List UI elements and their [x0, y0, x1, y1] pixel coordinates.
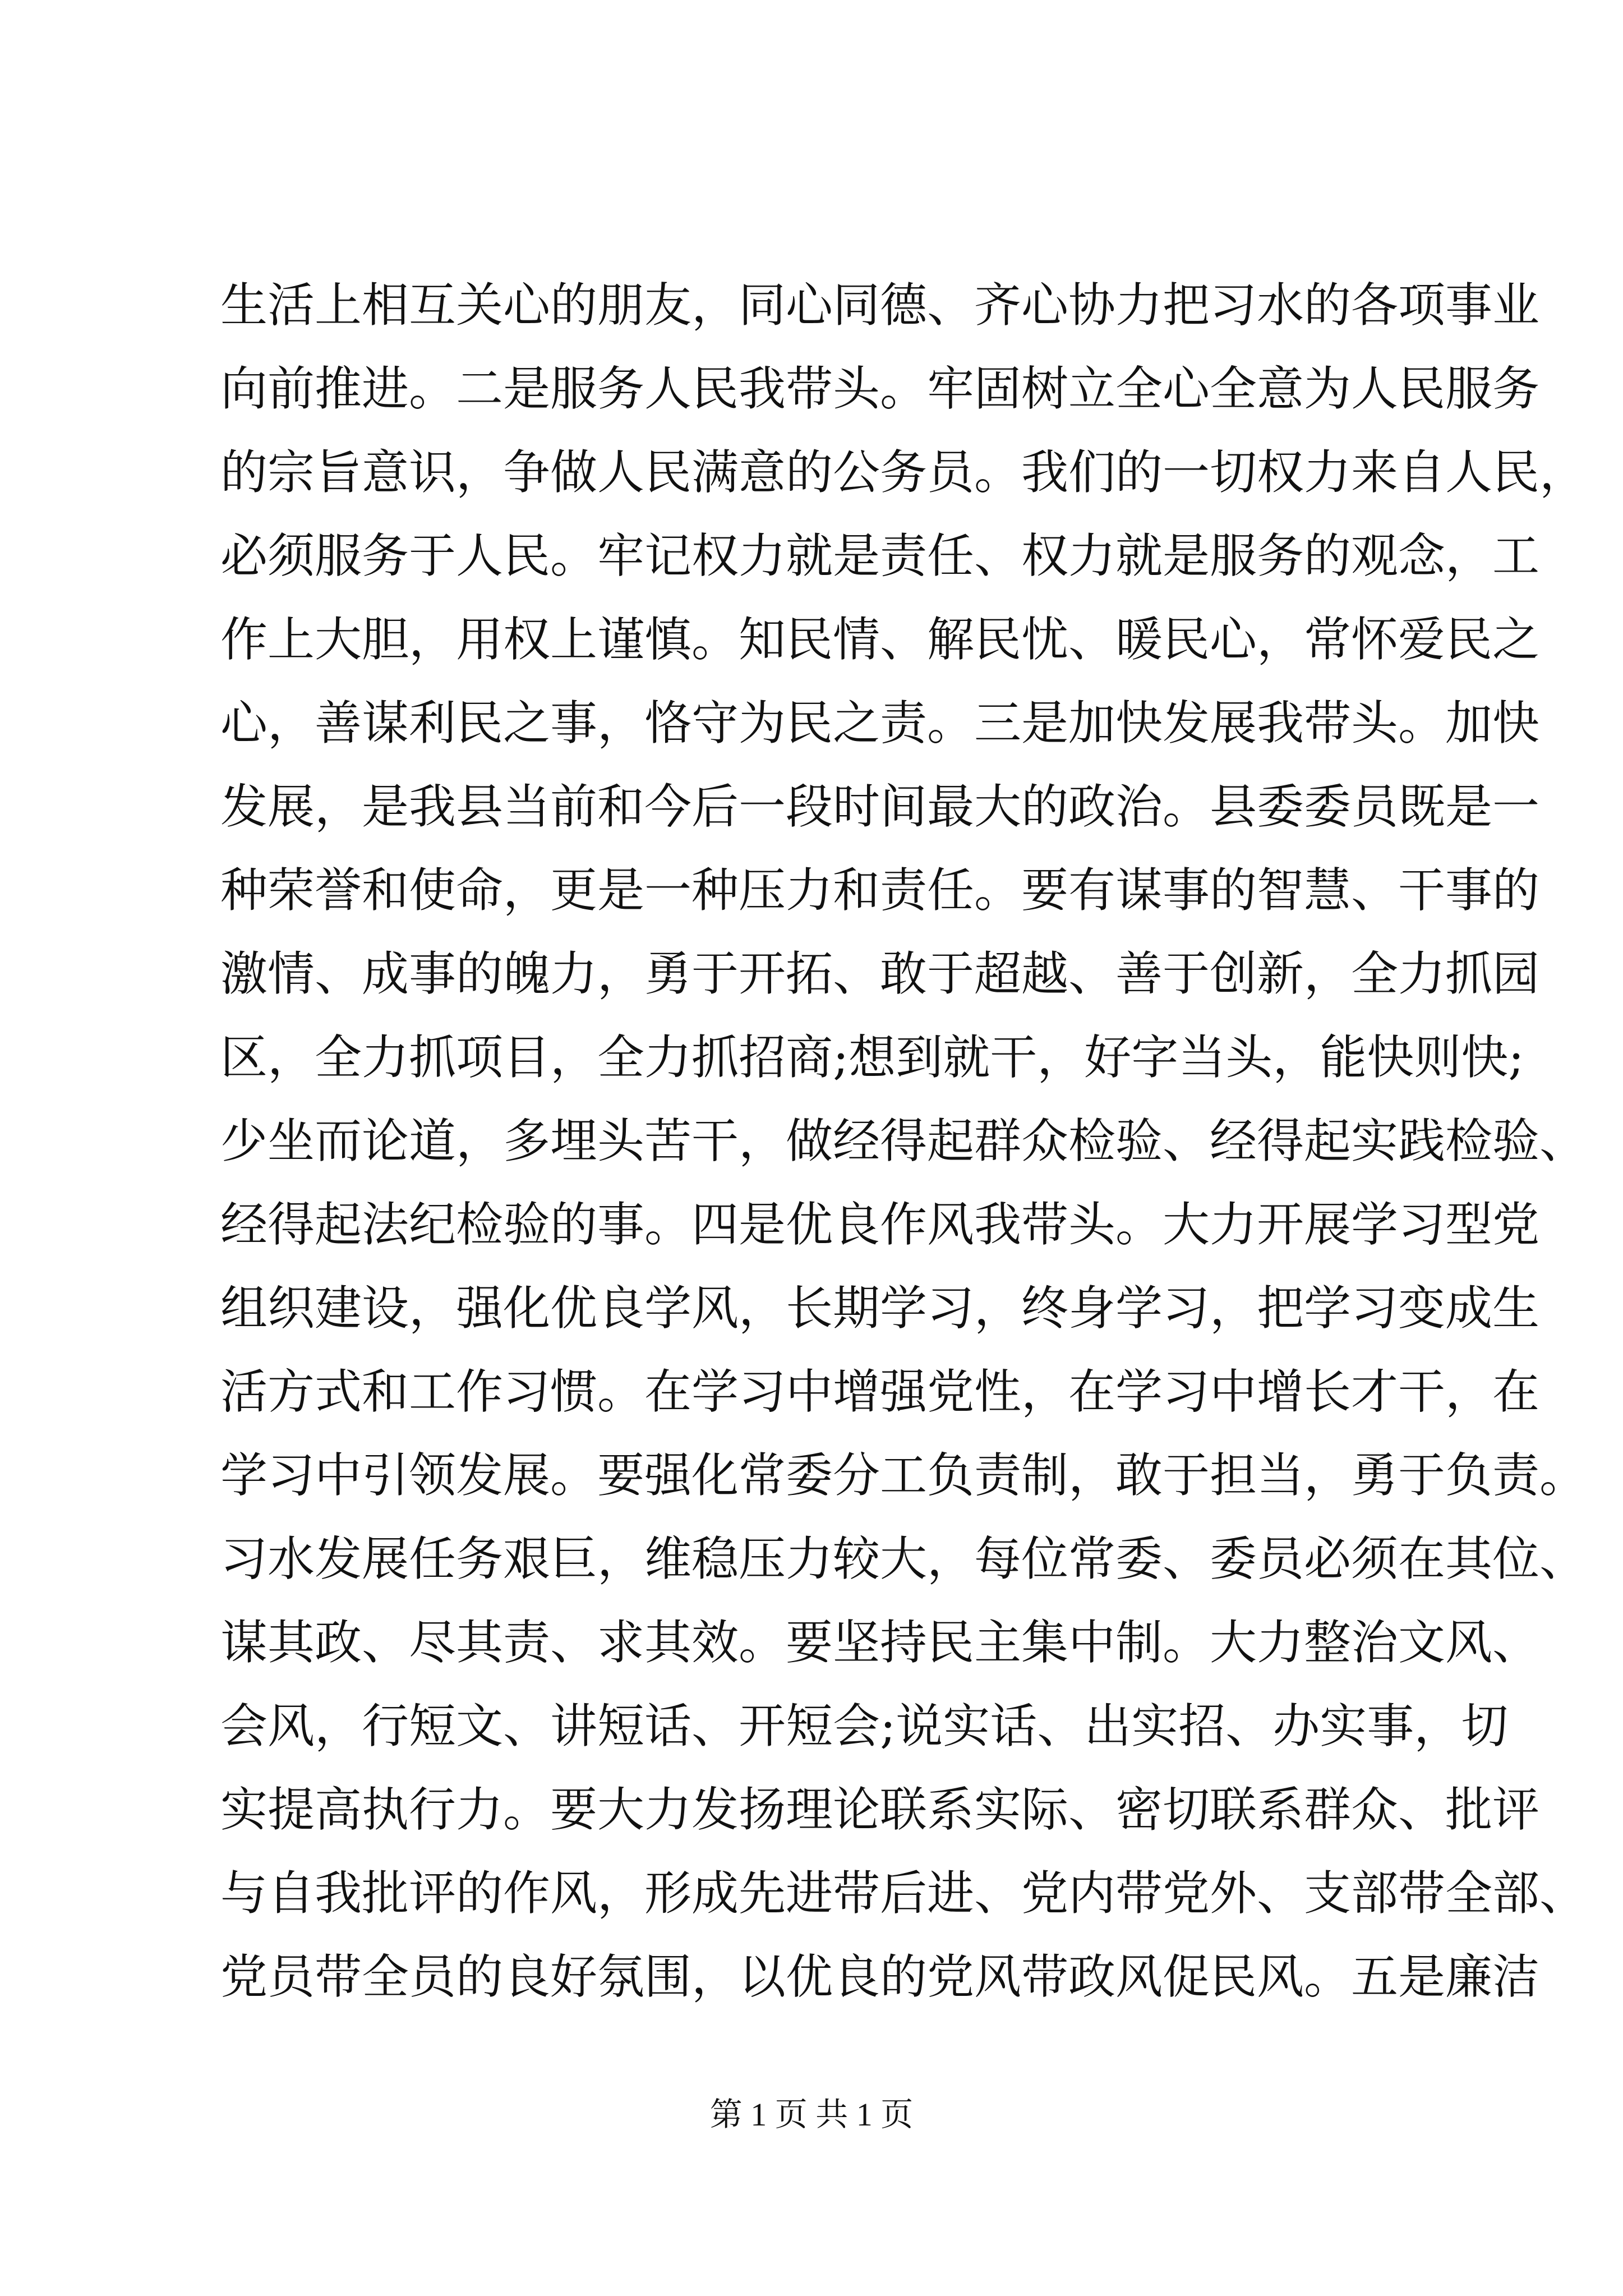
text-line: 的宗旨意识，争做人民满意的公务员。我们的一切权力来自人民， — [220, 445, 1587, 500]
text-line: 发展，是我县当前和今后一段时间最大的政治。县委委员既是一 — [220, 779, 1540, 834]
text-line: 作上大胆，用权上谨慎。知民情、解民忧、暖民心，常怀爱民之 — [220, 612, 1540, 667]
text-line: 会风，行短文、讲短话、开短会;说实话、出实招、办实事，切 — [220, 1699, 1509, 1754]
text-line: 向前推进。二是服务人民我带头。牢固树立全心全意为人民服务 — [220, 361, 1540, 416]
text-line: 组织建设，强化优良学风，长期学习，终身学习，把学习变成生 — [220, 1281, 1540, 1336]
text-line: 谋其政、尽其责、求其效。要坚持民主集中制。大力整治文风、 — [220, 1615, 1540, 1670]
body-text — [220, 264, 1587, 2019]
page-footer — [0, 2092, 1623, 2137]
page-number-label: 第 1 页 共 1 页 — [709, 2096, 914, 2133]
text-line: 党员带全员的良好氛围，以优良的党风带政风促民风。五是廉洁 — [220, 1949, 1540, 2004]
text-line: 区，全力抓项目，全力抓招商;想到就干，好字当头，能快则快; — [220, 1030, 1524, 1085]
text-line: 必须服务于人民。牢记权力就是责任、权力就是服务的观念，工 — [220, 528, 1540, 583]
text-line: 心，善谋利民之事，恪守为民之责。三是加快发展我带头。加快 — [220, 696, 1540, 751]
text-line: 活方式和工作习惯。在学习中增强党性，在学习中增长才干，在 — [220, 1364, 1540, 1419]
text-line: 与自我批评的作风，形成先进带后进、党内带党外、支部带全部、 — [220, 1866, 1587, 1921]
text-line: 学习中引领发展。要强化常委分工负责制，敢于担当，勇于负责。 — [220, 1448, 1587, 1503]
text-line: 种荣誉和使命，更是一种压力和责任。要有谋事的智慧、干事的 — [220, 863, 1540, 918]
text-line: 生活上相互关心的朋友，同心同德、齐心协力把习水的各项事业 — [220, 278, 1540, 333]
text-line: 激情、成事的魄力，勇于开拓、敢于超越、善于创新，全力抓园 — [220, 946, 1540, 1001]
text-line: 少坐而论道，多埋头苦干，做经得起群众检验、经得起实践检验、 — [220, 1114, 1587, 1168]
text-line: 经得起法纪检验的事。四是优良作风我带头。大力开展学习型党 — [220, 1197, 1540, 1252]
text-line: 实提高执行力。要大力发扬理论联系实际、密切联系群众、批评 — [220, 1782, 1540, 1837]
text-line: 习水发展任务艰巨，维稳压力较大，每位常委、委员必须在其位、 — [220, 1531, 1587, 1586]
